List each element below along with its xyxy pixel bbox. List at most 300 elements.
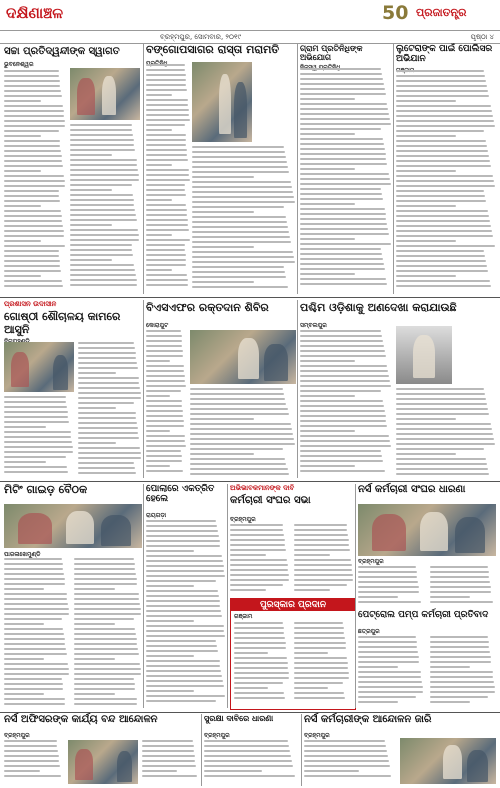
- text-line: [70, 144, 134, 146]
- text-line: [146, 104, 188, 106]
- text-line: [300, 350, 385, 352]
- text-line: [78, 362, 137, 364]
- text-line: [4, 220, 62, 222]
- article-text: [294, 524, 354, 594]
- text-line: [396, 120, 494, 122]
- text-line: [70, 164, 137, 166]
- text-line: [300, 258, 383, 260]
- text-line: [192, 226, 288, 228]
- article-byline: ବ୍ରହ୍ମପୁର: [230, 516, 256, 523]
- text-line: [78, 397, 141, 399]
- article-13[interactable]: [358, 610, 496, 630]
- text-line: [396, 448, 484, 450]
- text-line: [396, 418, 456, 420]
- text-line: [396, 130, 484, 132]
- text-line: [146, 430, 170, 432]
- text-line: [396, 135, 456, 137]
- article-kicker: ପ୍ରଶାସନ ଉଦାସୀନ: [4, 300, 57, 308]
- text-line: [146, 570, 224, 572]
- text-line: [146, 470, 183, 472]
- text-line: [146, 234, 172, 236]
- text-line: [396, 458, 486, 460]
- text-line: [70, 189, 112, 191]
- text-line: [300, 123, 391, 125]
- text-line: [358, 566, 416, 568]
- text-line: [358, 651, 418, 653]
- text-line: [192, 251, 293, 253]
- text-line: [300, 380, 390, 382]
- text-line: [230, 549, 286, 551]
- text-line: [70, 274, 136, 276]
- text-line: [146, 645, 217, 647]
- info-bar: [0, 30, 500, 44]
- text-line: [300, 435, 389, 437]
- text-line: [300, 390, 381, 392]
- text-line: [146, 109, 189, 111]
- text-line: [294, 637, 345, 639]
- text-line: [430, 566, 488, 568]
- text-line: [146, 625, 224, 627]
- text-line: [300, 243, 391, 245]
- text-line: [142, 760, 195, 762]
- text-line: [4, 200, 60, 202]
- article-headline: ପେଟ୍ରୋଲ ପମ୍ପ କର୍ମଚାରୀ ପ୍ରତିବାଦ: [358, 610, 489, 620]
- article-text: [4, 396, 74, 478]
- article-text: [294, 622, 350, 706]
- text-line: [396, 270, 488, 272]
- text-line: [4, 608, 69, 610]
- text-line: [358, 671, 421, 673]
- text-line: [78, 472, 136, 474]
- article-headline: ସଚ୍ଚା ପ୍ରତିଦ୍ୱନ୍ଦୀଙ୍କ ସ୍ୱାଗତ: [4, 46, 120, 57]
- text-line: [300, 425, 387, 427]
- text-line: [396, 160, 490, 162]
- article-text: [146, 330, 186, 478]
- text-line: [190, 423, 291, 425]
- text-line: [4, 466, 67, 468]
- article-headline: ନର୍ସ ଅଫିସରଙ୍କ କାର୍ଯ୍ୟ ବନ୍ଦ ଆନ୍ଦୋଳନ: [4, 714, 158, 725]
- text-line: [294, 559, 351, 561]
- text-line: [396, 413, 489, 415]
- text-line: [192, 221, 287, 223]
- text-line: [4, 280, 62, 282]
- text-line: [192, 151, 285, 153]
- text-line: [4, 678, 62, 680]
- text-line: [4, 770, 40, 772]
- text-line: [4, 215, 62, 217]
- text-line: [146, 605, 220, 607]
- text-line: [146, 560, 223, 562]
- text-line: [146, 525, 217, 527]
- text-line: [204, 755, 291, 757]
- text-line: [300, 98, 355, 100]
- article-6[interactable]: [146, 302, 296, 322]
- text-line: [304, 770, 359, 772]
- text-line: [146, 380, 185, 382]
- text-line: [192, 216, 286, 218]
- article-8[interactable]: [4, 484, 142, 504]
- text-line: [300, 330, 381, 332]
- article-15[interactable]: [204, 714, 300, 734]
- text-line: [304, 750, 387, 752]
- text-line: [142, 740, 193, 742]
- section-title: ଦକ୍ଷିଣାଞ୍ଚଳ: [6, 4, 64, 22]
- text-line: [146, 149, 187, 151]
- text-line: [146, 99, 188, 101]
- text-line: [300, 370, 388, 372]
- article-headline: ନର୍ସ କର୍ମଚାରୀ ସଂଘର ଧାରଣା: [358, 484, 466, 495]
- text-line: [396, 195, 485, 197]
- text-line: [146, 129, 172, 131]
- text-line: [300, 450, 381, 452]
- text-line: [304, 740, 385, 742]
- article-headline: ପୋଲାରେ ଏକତ୍ରିତ ହେଲେ: [146, 484, 215, 505]
- text-line: [146, 355, 183, 357]
- text-line: [396, 75, 485, 77]
- portrait-photo: [396, 326, 452, 384]
- text-line: [294, 677, 349, 679]
- text-line: [146, 520, 216, 522]
- text-line: [430, 661, 491, 663]
- text-line: [70, 134, 133, 136]
- text-line: [230, 564, 288, 566]
- text-line: [4, 100, 41, 102]
- text-line: [294, 589, 330, 591]
- text-line: [396, 150, 488, 152]
- text-line: [192, 166, 288, 168]
- text-line: [396, 255, 485, 257]
- text-line: [146, 159, 188, 161]
- text-line: [430, 581, 490, 583]
- text-line: [78, 452, 141, 454]
- text-line: [300, 278, 386, 280]
- text-line: [70, 209, 135, 211]
- text-line: [146, 74, 186, 76]
- text-line: [4, 250, 59, 252]
- article-text: [396, 70, 496, 292]
- text-line: [146, 365, 184, 367]
- article-text: [396, 388, 496, 478]
- text-line: [358, 581, 418, 583]
- text-line: [300, 88, 385, 90]
- text-line: [204, 740, 288, 742]
- text-line: [146, 440, 185, 442]
- text-line: [78, 432, 138, 434]
- text-line: [146, 420, 184, 422]
- text-line: [430, 591, 491, 593]
- text-line: [4, 120, 65, 122]
- text-line: [300, 163, 387, 165]
- text-line: [396, 175, 493, 177]
- text-line: [358, 646, 417, 648]
- text-line: [300, 198, 383, 200]
- text-line: [192, 246, 254, 248]
- text-line: [146, 465, 170, 467]
- text-line: [300, 238, 355, 240]
- article-text: [146, 520, 226, 708]
- text-line: [146, 455, 182, 457]
- text-line: [304, 755, 388, 757]
- text-line: [70, 244, 132, 246]
- article-11[interactable]: [358, 484, 496, 504]
- article-9[interactable]: [146, 484, 226, 512]
- text-line: [300, 103, 387, 105]
- text-line: [358, 661, 419, 663]
- text-line: [74, 578, 137, 580]
- text-line: [230, 539, 285, 541]
- text-line: [204, 765, 293, 767]
- text-line: [396, 388, 484, 390]
- text-line: [300, 263, 384, 265]
- text-line: [146, 410, 183, 412]
- text-line: [192, 276, 286, 278]
- news-photo: [192, 62, 252, 142]
- text-line: [294, 529, 347, 531]
- text-line: [4, 775, 61, 777]
- text-line: [4, 401, 66, 403]
- article-text: [234, 622, 290, 706]
- text-line: [300, 78, 383, 80]
- text-line: [300, 430, 355, 432]
- text-line: [190, 388, 283, 390]
- brand-name: ପ୍ରଜାତନ୍ତ୍ର: [416, 6, 467, 19]
- text-line: [146, 204, 186, 206]
- article-headline: ବିଏସଏଫର ରକ୍ତଦାନ ଶିବିର: [146, 301, 269, 314]
- text-line: [4, 683, 63, 685]
- text-line: [74, 558, 134, 560]
- article-5[interactable]: [4, 300, 142, 340]
- text-line: [300, 355, 386, 357]
- text-line: [294, 549, 350, 551]
- text-line: [74, 638, 137, 640]
- text-line: [304, 765, 390, 767]
- text-line: [396, 200, 486, 202]
- article-7[interactable]: [300, 302, 496, 322]
- text-line: [4, 583, 65, 585]
- text-line: [230, 544, 285, 546]
- text-line: [4, 593, 67, 595]
- text-line: [78, 387, 140, 389]
- text-line: [358, 591, 419, 593]
- text-line: [4, 745, 57, 747]
- article-headline: ପୁରସ୍କାର ପ୍ରଦାନ: [231, 599, 355, 611]
- text-line: [396, 95, 489, 97]
- text-line: [396, 230, 492, 232]
- article-headline: ଗ୍ରାମ ପ୍ରତିନିଧିଙ୍କ ଅଭିଯୋଗ: [300, 43, 363, 63]
- text-line: [190, 453, 254, 455]
- text-line: [430, 601, 493, 603]
- text-line: [4, 90, 61, 92]
- text-line: [190, 458, 285, 460]
- text-line: [358, 656, 419, 658]
- text-line: [4, 265, 60, 267]
- text-line: [4, 285, 63, 287]
- text-line: [4, 755, 59, 757]
- article-10[interactable]: [230, 484, 354, 514]
- text-line: [74, 618, 134, 620]
- text-line: [358, 641, 417, 643]
- text-line: [146, 700, 216, 702]
- text-line: [74, 573, 136, 575]
- text-line: [300, 283, 387, 285]
- text-line: [146, 535, 219, 537]
- text-line: [146, 279, 188, 281]
- text-line: [430, 681, 494, 683]
- text-line: [294, 584, 347, 586]
- text-line: [74, 613, 141, 615]
- text-line: [204, 750, 290, 752]
- text-line: [78, 412, 136, 414]
- text-line: [358, 576, 417, 578]
- page-number: ପୃଷ୍ଠା ୪: [470, 33, 494, 41]
- date-line: ବ୍ରହ୍ମପୁର, ସୋମବାର, ୨୦୧୯: [160, 33, 242, 41]
- text-line: [146, 360, 170, 362]
- article-text: [304, 740, 396, 784]
- text-line: [142, 750, 194, 752]
- text-line: [300, 203, 355, 205]
- text-line: [78, 367, 138, 369]
- text-line: [78, 457, 141, 459]
- text-line: [396, 260, 486, 262]
- text-line: [396, 100, 456, 102]
- text-line: [234, 642, 286, 644]
- text-line: [300, 345, 384, 347]
- text-line: [300, 410, 385, 412]
- text-line: [396, 170, 456, 172]
- brand-logo[interactable]: [382, 2, 492, 24]
- text-line: [192, 186, 292, 188]
- article-headline: କର୍ମଚାରୀ ସଂଘର ସଭା: [230, 495, 311, 506]
- text-line: [142, 765, 196, 767]
- article-text: [430, 636, 496, 708]
- text-line: [146, 340, 182, 342]
- text-line: [146, 580, 216, 582]
- text-line: [430, 686, 495, 688]
- text-line: [146, 665, 220, 667]
- text-line: [78, 442, 116, 444]
- text-line: [4, 85, 60, 87]
- text-line: [4, 70, 59, 72]
- article-14[interactable]: [4, 714, 200, 734]
- text-line: [294, 524, 347, 526]
- text-line: [4, 588, 44, 590]
- text-line: [78, 372, 116, 374]
- article-text: [300, 330, 392, 478]
- text-line: [146, 460, 182, 462]
- text-line: [70, 139, 134, 141]
- article-byline: ପାରଳାଖେମୁଣ୍ଡି: [4, 551, 41, 558]
- text-line: [78, 402, 134, 404]
- text-line: [4, 230, 64, 232]
- text-line: [74, 568, 135, 570]
- text-line: [304, 775, 391, 777]
- text-line: [396, 393, 485, 395]
- article-headline: ନର୍ସ କର୍ମଚାରୀଙ୍କ ଆନ୍ଦୋଳନ ଜାରି: [304, 714, 432, 725]
- text-line: [4, 115, 64, 117]
- text-line: [74, 583, 137, 585]
- text-line: [146, 64, 185, 66]
- text-line: [146, 174, 189, 176]
- text-line: [192, 236, 290, 238]
- text-line: [234, 627, 284, 629]
- text-line: [204, 760, 292, 762]
- text-line: [294, 652, 328, 654]
- text-line: [192, 266, 284, 268]
- text-line: [190, 443, 295, 445]
- article-headline: ଲୁଟେରାଙ୍କ ପାଇଁ ପୋଲିସର ଅଭିଯାନ: [396, 44, 493, 65]
- article-byline: ବ୍ରହ୍ମପୁର: [304, 732, 330, 739]
- text-line: [4, 628, 63, 630]
- article-16[interactable]: [304, 714, 496, 734]
- text-line: [4, 698, 65, 700]
- text-line: [146, 550, 194, 552]
- text-line: [300, 93, 386, 95]
- text-line: [396, 408, 488, 410]
- text-line: [4, 396, 66, 398]
- text-line: [358, 601, 421, 603]
- text-line: [146, 450, 181, 452]
- text-line: [358, 686, 423, 688]
- text-line: [294, 672, 349, 674]
- text-line: [396, 125, 495, 127]
- text-line: [430, 571, 489, 573]
- text-line: [430, 691, 495, 693]
- text-line: [190, 418, 254, 420]
- text-line: [146, 435, 185, 437]
- text-line: [294, 622, 343, 624]
- text-line: [78, 447, 140, 449]
- text-line: [294, 632, 344, 634]
- text-line: [70, 169, 138, 171]
- text-line: [4, 235, 64, 237]
- text-line: [190, 468, 288, 470]
- text-line: [300, 395, 355, 397]
- article-text: [190, 388, 296, 478]
- text-line: [70, 229, 138, 231]
- article-text: [4, 740, 64, 784]
- text-line: [230, 529, 283, 531]
- text-line: [300, 183, 391, 185]
- article-byline: ବ୍ରହ୍ମପୁର: [4, 732, 30, 739]
- article-byline: ଛତ୍ରପୁର: [358, 628, 380, 635]
- text-line: [396, 240, 456, 242]
- text-line: [74, 648, 138, 650]
- text-line: [146, 620, 194, 622]
- text-line: [300, 420, 386, 422]
- text-line: [146, 540, 220, 542]
- text-line: [396, 468, 488, 470]
- text-line: [70, 239, 139, 241]
- text-line: [74, 598, 139, 600]
- text-line: [146, 214, 187, 216]
- text-line: [70, 194, 133, 196]
- text-line: [300, 178, 390, 180]
- text-line: [192, 241, 291, 243]
- text-line: [74, 698, 137, 700]
- article-text: [430, 566, 496, 606]
- text-line: [300, 108, 388, 110]
- text-line: [146, 600, 220, 602]
- text-line: [396, 215, 489, 217]
- text-line: [358, 676, 421, 678]
- text-line: [300, 460, 383, 462]
- text-line: [4, 245, 65, 247]
- text-line: [4, 603, 68, 605]
- article-text: [300, 68, 392, 292]
- news-photo: [358, 504, 496, 556]
- text-line: [4, 130, 59, 132]
- text-line: [146, 375, 185, 377]
